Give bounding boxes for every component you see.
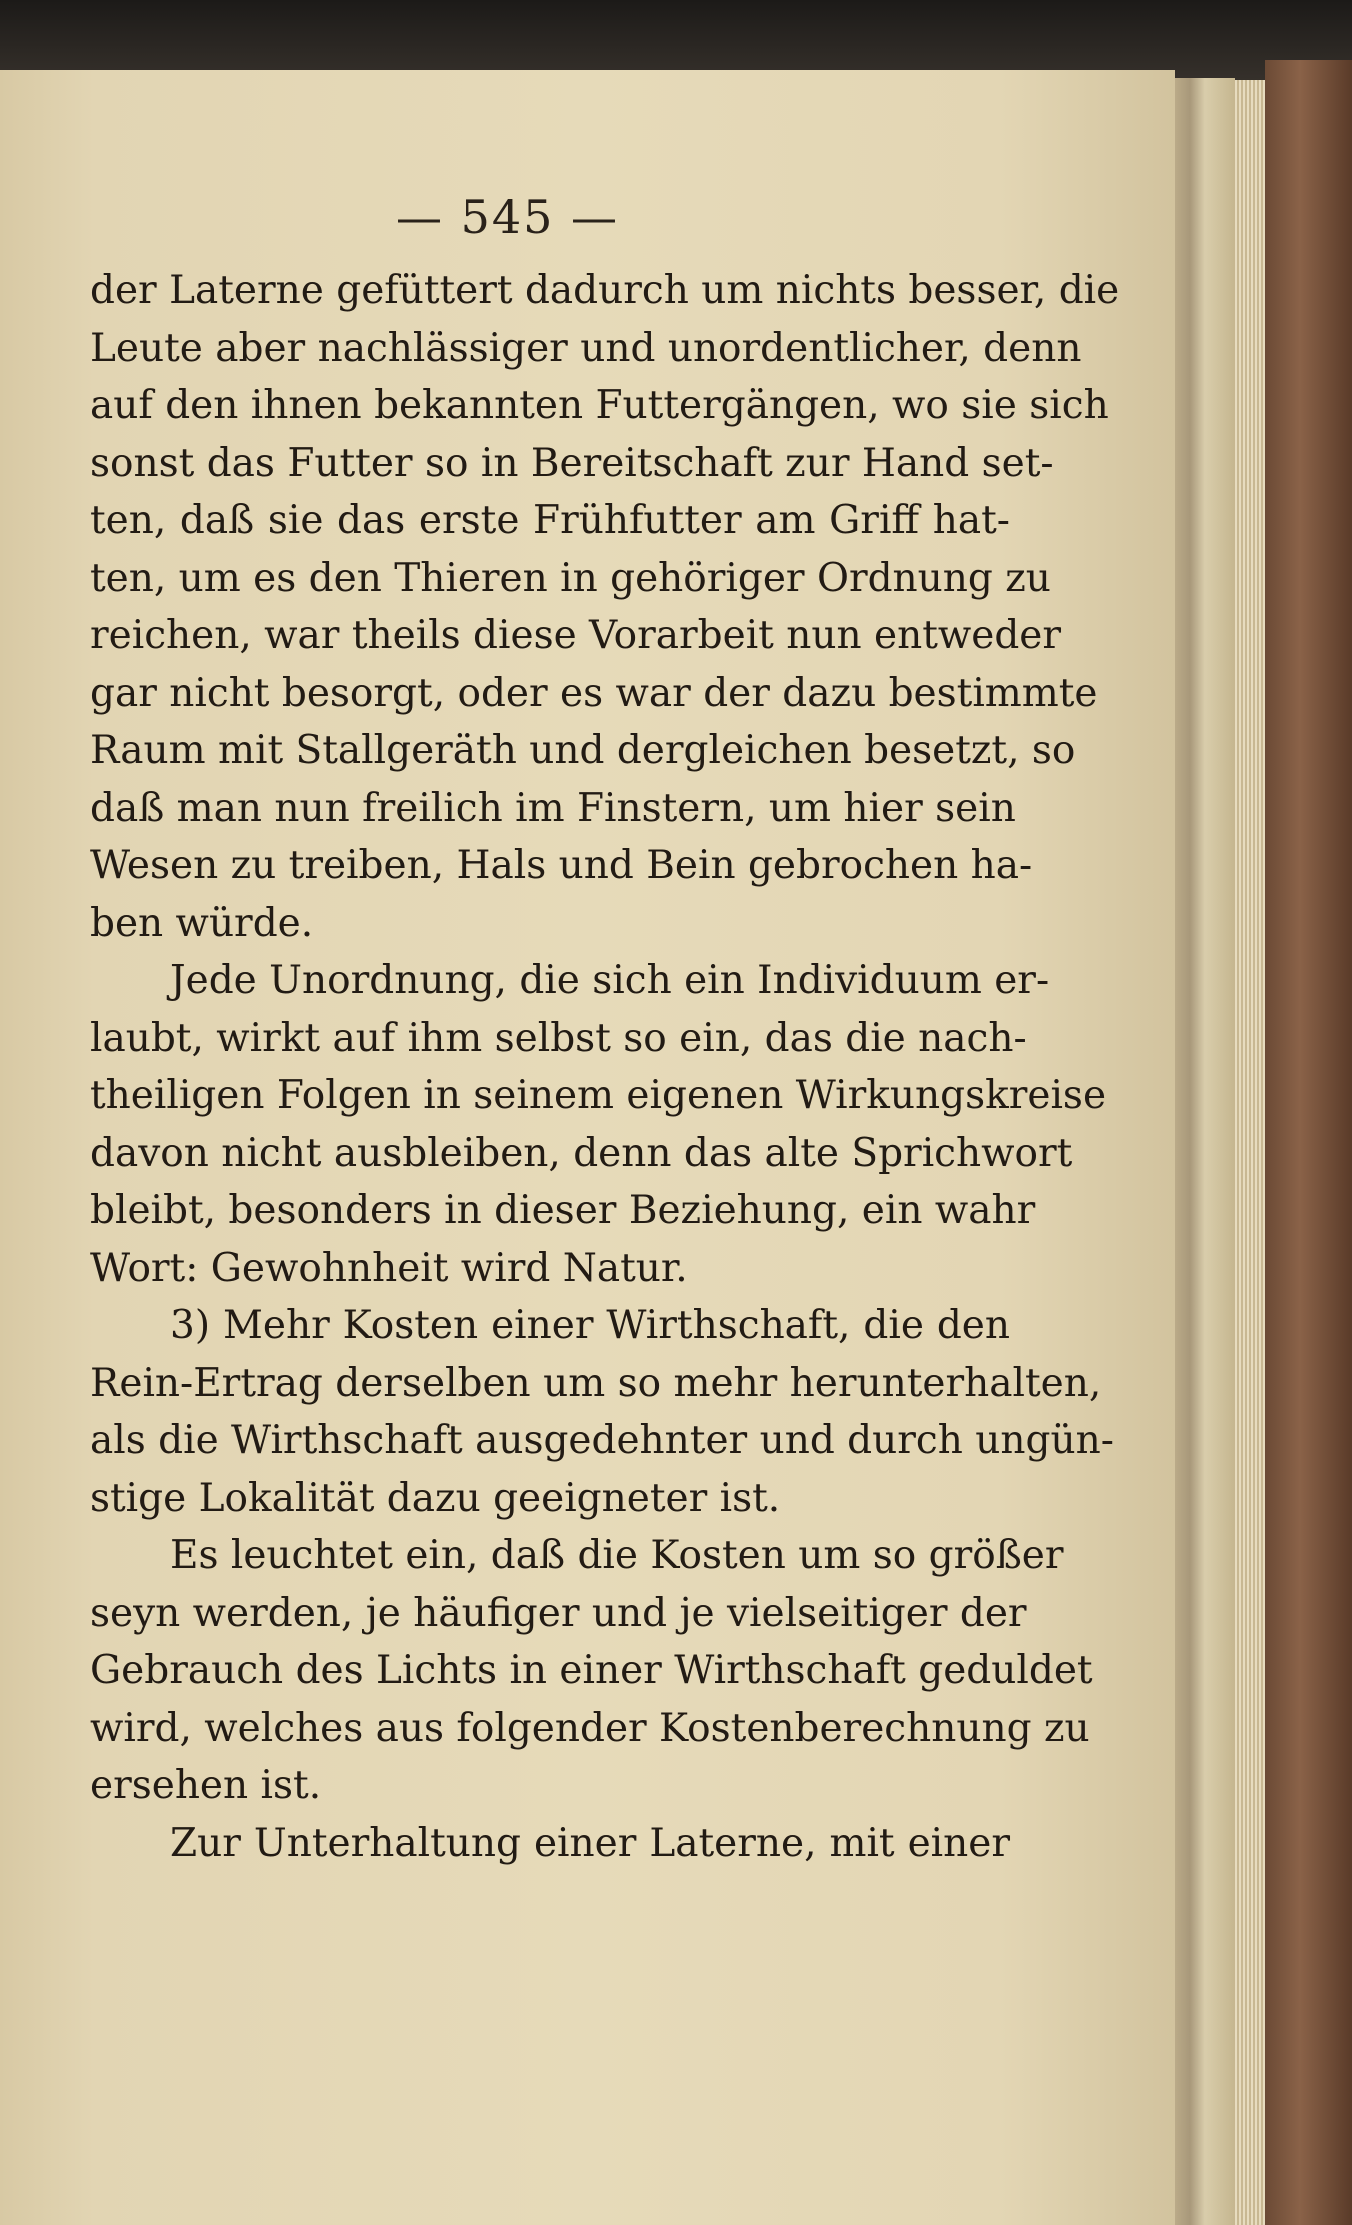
text-line: Gebrauch des Lichts in einer Wirthschaft geduldet — [90, 1648, 1093, 1693]
text-line: Zur Unterhaltung einer Laterne, mit einer — [170, 1820, 1010, 1866]
text-line: Wort: Gewohnheit wird Natur. — [90, 1245, 688, 1291]
text-line: bleibt, besonders in dieser Beziehung, ein wahr — [90, 1188, 1036, 1233]
text-line: davon nicht ausbleiben, denn das alte Sprichwort — [90, 1130, 1073, 1176]
text-line: ten, um es den Thieren in gehöriger Ordnung zu — [90, 555, 1051, 601]
text-line: 3) Mehr Kosten einer Wirthschaft, die den — [170, 1303, 1010, 1348]
text-line: reichen, war theils diese Vorarbeit nun entweder — [90, 613, 1062, 658]
text-line: daß man nun freilich im Finstern, um hier sein — [90, 785, 1016, 831]
text-line: Rein-Ertrag derselben um so mehr herunterhalten, — [90, 1360, 1102, 1406]
text-line: theiligen Folgen in seinem eigenen Wirkungskreise — [90, 1073, 1107, 1118]
text-line: Leute aber nachlässiger und unordentlicher, denn — [90, 325, 1082, 371]
text-line: ersehen ist. — [90, 1763, 322, 1808]
text-line: wird, welches aus folgender Kostenberechnung zu — [90, 1705, 1090, 1751]
text-line: laubt, wirkt auf ihm selbst so ein, das die nach- — [90, 1015, 1027, 1061]
page-edges — [1235, 80, 1265, 2225]
text-line: Raum mit Stallgeräth und dergleichen besetzt, so — [90, 728, 1076, 773]
text-line: seyn werden, je häufiger und je vielseitiger der — [90, 1590, 1027, 1636]
book-cover-edge — [1265, 60, 1352, 2225]
text-line: sonst das Futter so in Bereitschaft zur Hand set- — [90, 440, 1054, 486]
text-line: stige Lokalität dazu geeigneter ist. — [90, 1475, 781, 1521]
page-number-header: — 545 — — [395, 190, 620, 244]
text-line: auf den ihnen bekannten Futtergängen, wo sie sich — [90, 383, 1109, 428]
text-line: der Laterne gefüttert dadurch um nichts besser, die — [90, 268, 1120, 313]
text-line: ben würde. — [90, 900, 314, 946]
text-line: Wesen zu treiben, Hals und Bein gebrochen ha- — [90, 843, 1033, 888]
text-line: Es leuchtet ein, daß die Kosten um so größer — [170, 1533, 1064, 1578]
body-text — [90, 262, 1120, 1872]
text-line: gar nicht besorgt, oder es war der dazu bestimmte — [90, 670, 1098, 716]
text-line: als die Wirthschaft ausgedehnter und durch ungün- — [90, 1418, 1114, 1463]
text-line: Jede Unordnung, die sich ein Individuum er- — [170, 958, 1050, 1003]
text-line: ten, daß sie das erste Frühfutter am Griff hat- — [90, 498, 1010, 543]
